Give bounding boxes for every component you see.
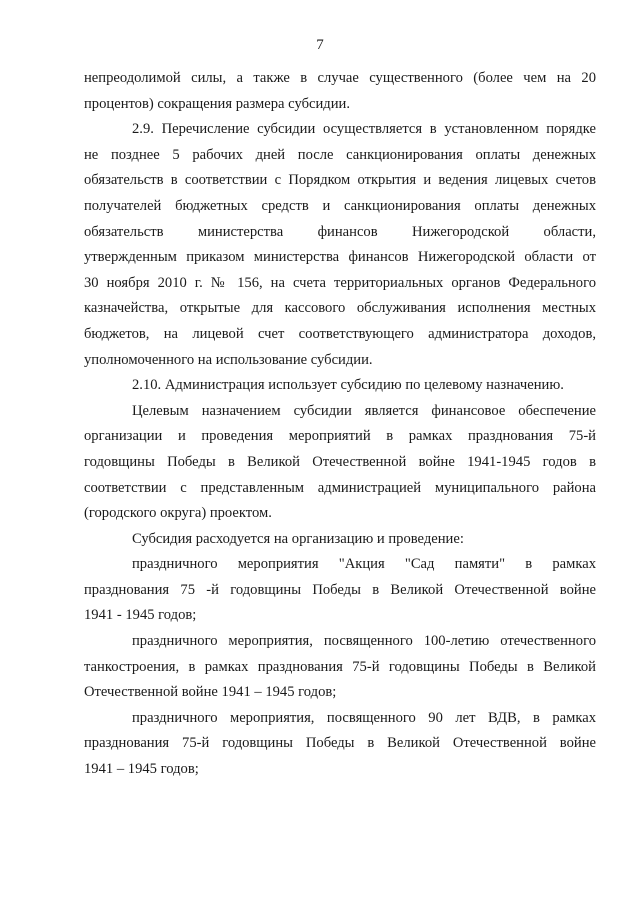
paragraph-line: 2.10. Администрация использует субсидию по целевому назначению. <box>132 377 564 394</box>
paragraph-line: танкостроения, в рамках празднования 75-й годовщины Победы в Великой <box>84 658 596 675</box>
paragraph-line: организации и проведения мероприятий в рамках празднования 75-й <box>84 428 596 445</box>
paragraph-line: получателей бюджетных средств и санкционирования оплаты денежных <box>84 197 596 214</box>
paragraph-line: уполномоченного на использование субсидии. <box>84 351 373 368</box>
paragraph-line: Субсидия расходуется на организацию и проведение: <box>132 530 464 547</box>
paragraph-line: бюджетов, на лицевой счет соответствующего администратора доходов, <box>84 325 596 342</box>
paragraph-continuation <box>84 66 596 117</box>
page-number: 7 <box>316 37 324 53</box>
paragraph-purpose <box>84 399 596 527</box>
paragraph-line: непреодолимой силы, а также в случае существенного (более чем на 20 <box>84 70 596 86</box>
paragraph-line: 30 ноября 2010 г. № 156, на счета территориальных органов Федерального <box>84 274 596 291</box>
paragraph-line: (городского округа) проектом. <box>84 505 272 522</box>
paragraph-line: праздничного мероприятия "Акция "Сад памяти" в рамках <box>132 556 596 573</box>
paragraph-spent-on <box>84 527 596 553</box>
paragraph-line: Отечественной войне 1941 – 1945 годов; <box>84 684 337 701</box>
paragraph-line: 1941 - 1945 годов; <box>84 607 197 624</box>
paragraph-line: утвержденным приказом министерства финансов Нижегородской области от <box>84 249 596 266</box>
list-item-tankostroenie <box>84 629 596 706</box>
paragraph-line: празднования 75-й годовщины Победы в Великой Отечественной войне <box>84 735 596 752</box>
paragraph-line: празднования 75 -й годовщины Победы в Великой Отечественной войне <box>84 581 596 598</box>
paragraph-line: процентов) сокращения размера субсидии. <box>84 95 350 112</box>
paragraph-line: праздничного мероприятия, посвященного 100-летию отечественного <box>132 633 596 650</box>
paragraph-line: 1941 – 1945 годов; <box>84 761 199 778</box>
paragraph-line: казначейства, открытые для кассового обслуживания исполнения местных <box>84 300 596 317</box>
paragraph-2-9 <box>84 117 596 373</box>
paragraph-line: соответствии с представленным администрацией муниципального района <box>84 479 596 496</box>
document-body <box>84 66 596 783</box>
paragraph-line: не позднее 5 рабочих дней после санкционирования оплаты денежных <box>84 146 596 163</box>
list-item-sad-pamyati <box>84 552 596 629</box>
paragraph-line: 2.9. Перечисление субсидии осуществляется в установленном порядке <box>132 121 596 138</box>
paragraph-line: обязательств министерства финансов Нижегородской области, <box>84 223 596 240</box>
paragraph-line: годовщины Победы в Великой Отечественной войне 1941-1945 годов в <box>84 453 596 470</box>
paragraph-line: Целевым назначением субсидии является финансовое обеспечение <box>132 402 596 419</box>
paragraph-line: обязательств в соответствии с Порядком открытия и ведения лицевых счетов <box>84 172 596 189</box>
paragraph-2-10 <box>84 373 596 399</box>
paragraph-line: праздничного мероприятия, посвященного 90 лет ВДВ, в рамках <box>132 709 596 726</box>
list-item-vdv <box>84 706 596 783</box>
